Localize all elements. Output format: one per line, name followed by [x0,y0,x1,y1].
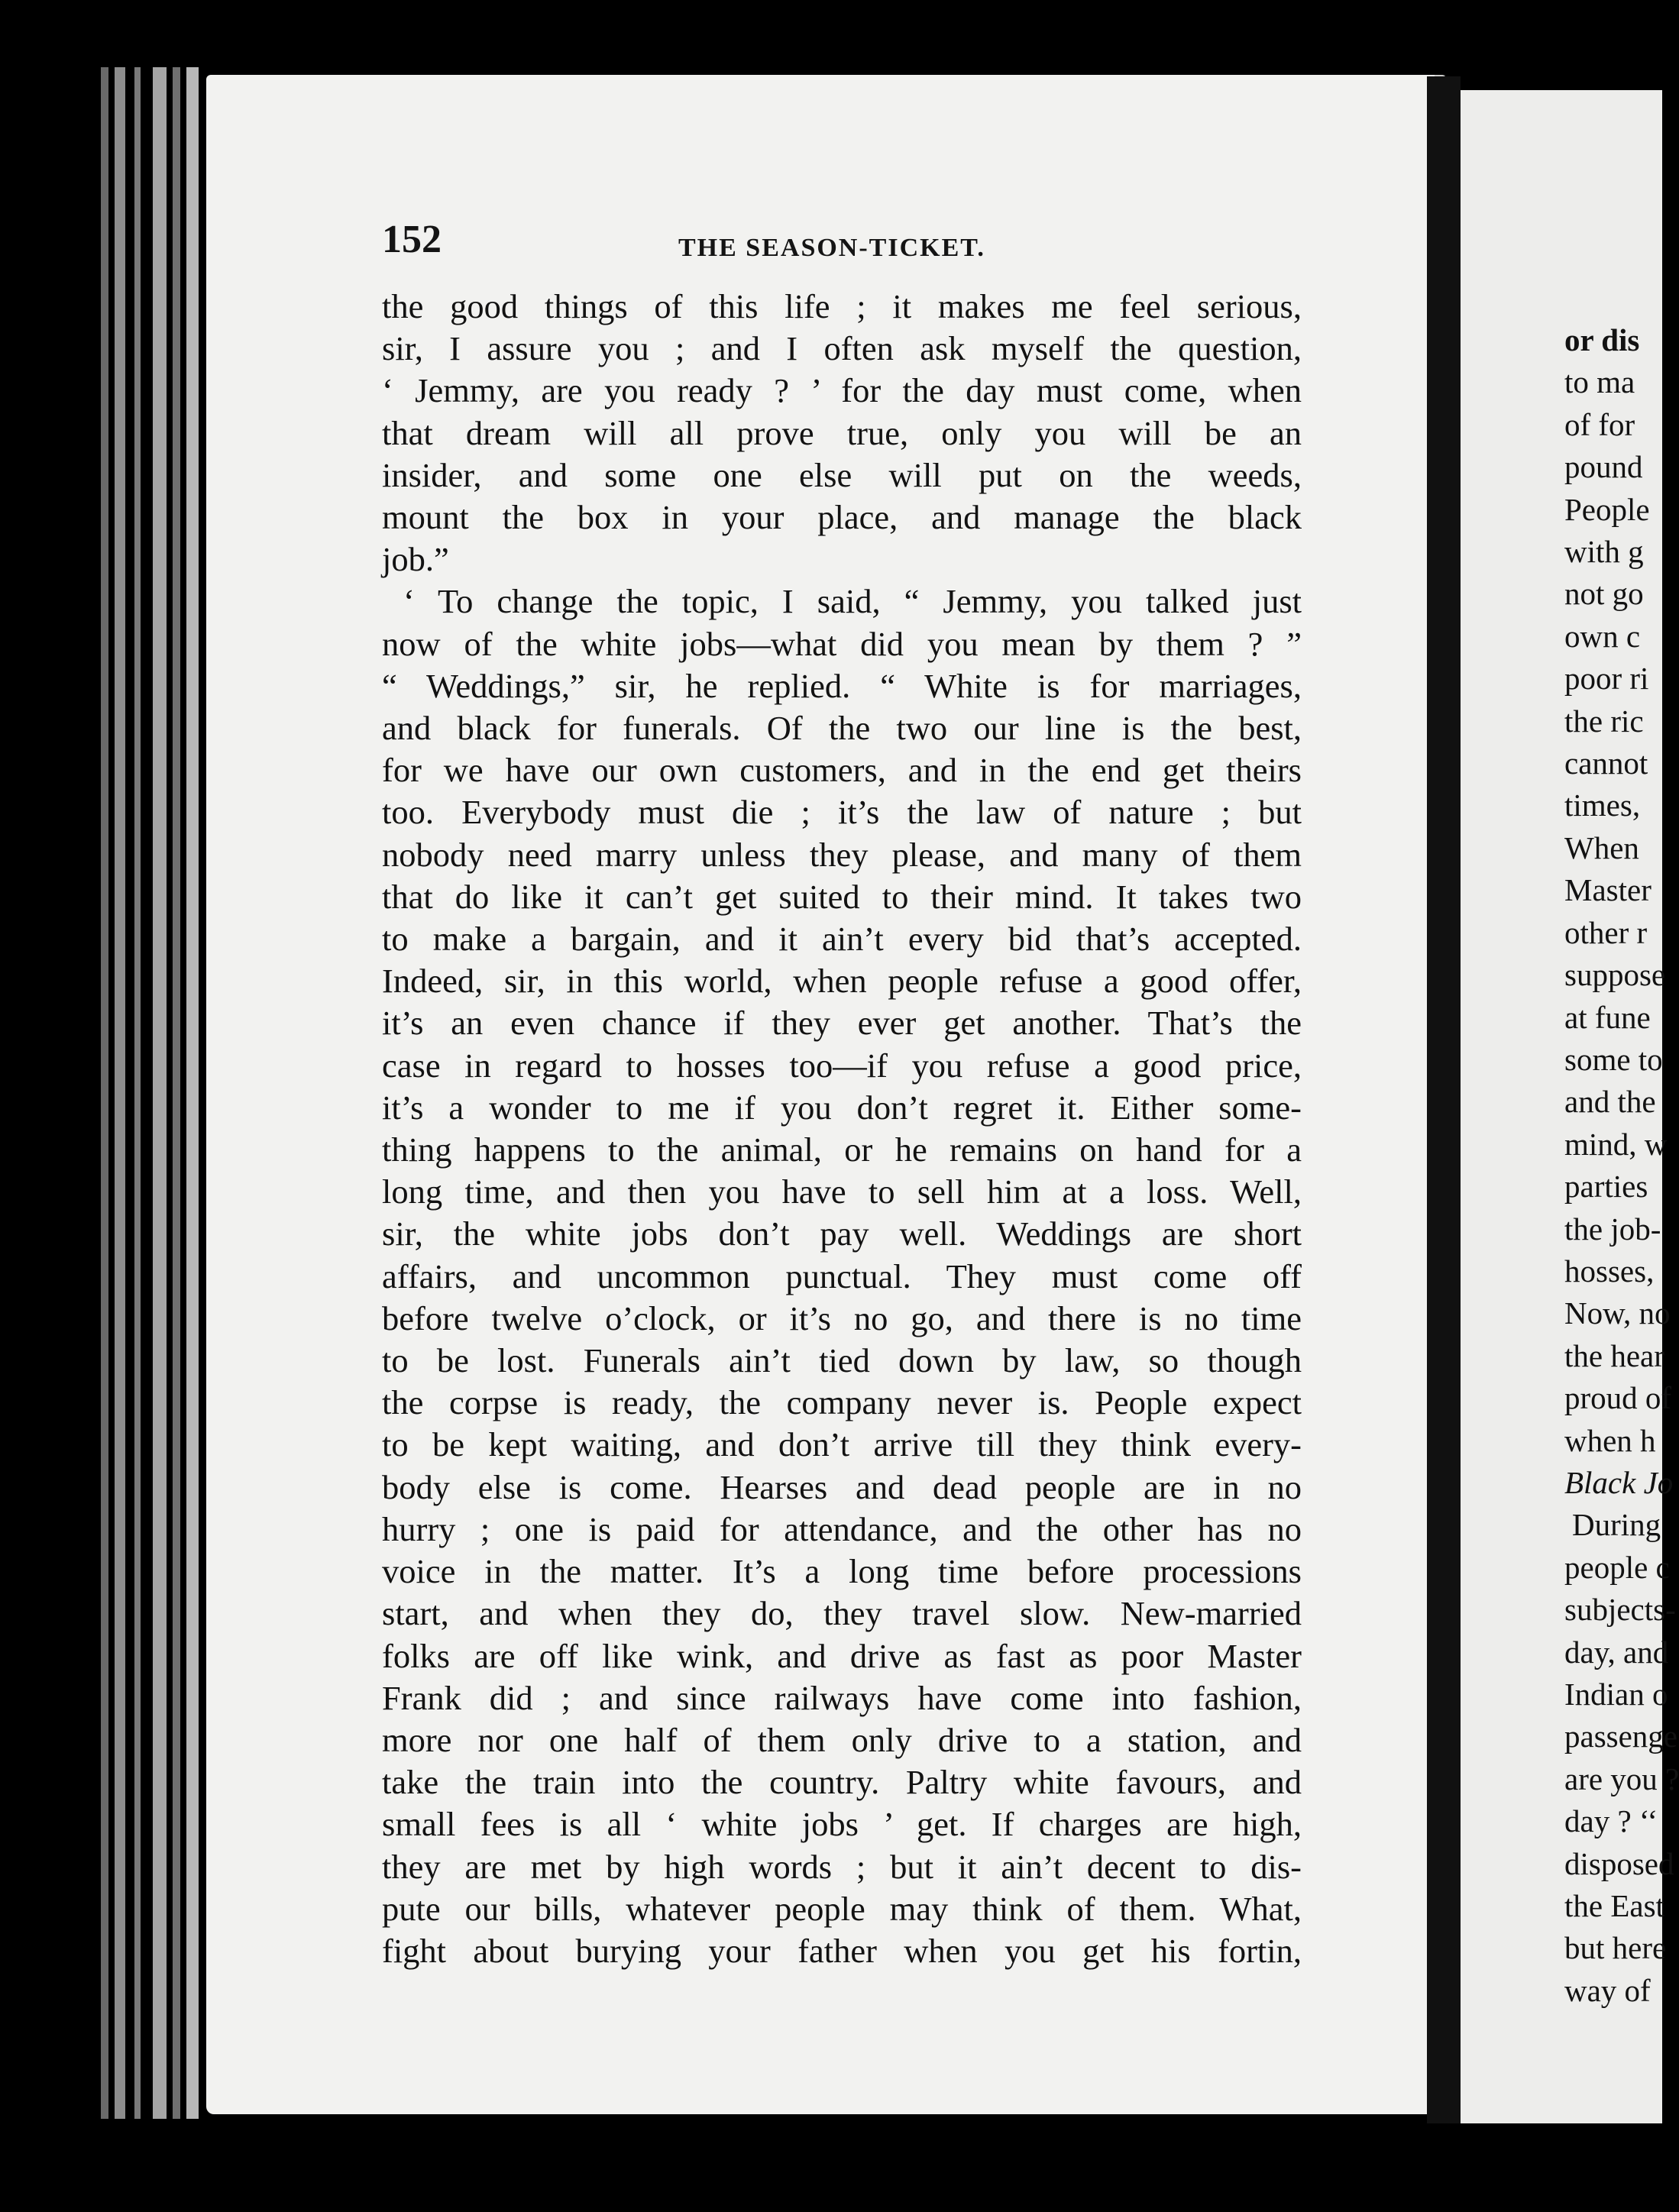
page-edge [173,67,180,2119]
text-line: pound [1564,449,1643,485]
text-line: mount the box in your place, and manage the black [382,498,1302,537]
text-line: ‘ Jemmy, are you ready ? ’ for the day must come, when [382,371,1302,410]
text-line: the good things of this life ; it makes me feel serious, [382,287,1302,325]
text-line: insider, and some one else will put on the weeds, [382,455,1302,494]
text-line: disposed [1564,1845,1674,1881]
text-line: case in regard to hosses too—if you refuse a good price, [382,1046,1302,1085]
text-line: subjects- [1564,1592,1676,1628]
text-line: Now, no [1564,1295,1671,1331]
page-edge [115,67,125,2119]
text-line: hosses, [1564,1253,1655,1289]
text-line: ‘ To change the topic, I said, “ Jemmy, you talked just [403,582,1302,621]
text-line: to be kept waiting, and don’t arrive till they think every- [382,1425,1302,1464]
text-line: nobody need marry unless they please, and many of them [382,835,1302,874]
text-line: hurry ; one is paid for attendance, and the other has no [382,1509,1302,1548]
text-line: Indian o [1564,1677,1668,1712]
text-line: at fune [1564,999,1651,1035]
page-edge [134,67,141,2119]
text-line: the job- [1564,1211,1661,1247]
text-line: parties [1564,1169,1648,1205]
text-line: for we have our own customers, and in the end get theirs [382,751,1302,790]
text-line: and black for funerals. Of the two our line is the best, [382,709,1302,748]
text-line: suppose [1564,957,1666,993]
text-line: passenge [1564,1719,1678,1754]
text-line: the East [1564,1888,1664,1924]
page-edge [101,67,108,2119]
text-line: thing happens to the animal, or he remains on hand for a [382,1130,1302,1169]
text-line: when h [1564,1422,1656,1458]
text-line: with g [1564,534,1644,570]
right-page-body-text [1564,319,1679,2012]
text-line: pute our bills, whatever people may think of them. What, [382,1889,1302,1928]
text-line: Indeed, sir, in this world, when people refuse a good offer, [382,962,1302,1001]
text-line: of for [1564,406,1635,442]
text-line: to ma [1564,364,1635,400]
text-line: they are met by high words ; but it ain’t decent to dis- [382,1847,1302,1886]
scan-border [0,2123,1662,2212]
page-edge [186,67,199,2119]
text-line: poor ri [1564,661,1649,697]
text-line: Master [1564,872,1652,908]
text-line: job.” [382,540,449,579]
book-gutter [1427,76,1461,2139]
text-line: During [1572,1507,1661,1543]
text-line: people c [1564,1549,1670,1585]
running-title: THE SEASON-TICKET. [678,234,985,262]
text-line: more nor one half of them only drive to a station, and [382,1720,1302,1759]
text-line: that dream will all prove true, only you will be an [382,413,1302,452]
text-line: the corpse is ready, the company never is. People expect [382,1383,1302,1422]
text-line: day ? ‘‘ [1564,1803,1658,1839]
left-page-body-text [382,286,1302,1972]
text-line: now of the white jobs—what did you mean by them ? ” [382,624,1302,663]
text-line: are you ? [1564,1761,1679,1796]
text-line: that do like it can’t get suited to their mind. It takes two [382,877,1302,916]
text-line: to make a bargain, and it ain’t every bid that’s accepted. [382,920,1302,959]
text-line: times, [1564,787,1641,823]
text-line: own c [1564,618,1641,654]
text-line: it’s a wonder to me if you don’t regret it. Either some- [382,1088,1302,1127]
text-line: take the train into the country. Paltry white favours, and [382,1763,1302,1802]
text-line: “ Weddings,” sir, he replied. “ White is for marriages, [382,666,1302,705]
text-line: fight about burying your father when you get his fortin, [382,1931,1302,1970]
text-line: long time, and then you have to sell him at a loss. Well, [382,1172,1302,1211]
text-line: Frank did ; and since railways have come into fashion, [382,1678,1302,1717]
page-edge [153,67,167,2119]
text-line: it’s an even chance if they ever get another. That’s the [382,1004,1302,1043]
text-line: body else is come. Hearses and dead people are in no [382,1467,1302,1506]
text-line: small fees is all ‘ white jobs ’ get. If charges are high, [382,1805,1302,1844]
text-line: not go [1564,576,1644,612]
text-line: cannot [1564,745,1648,781]
text-line: mind, w [1564,1126,1668,1162]
text-line: day, and [1564,1634,1669,1670]
text-line: Black Jo [1564,1464,1674,1500]
text-line: start, and when they do, they travel slow. New-married [382,1594,1302,1633]
text-line: or dis [1564,322,1640,357]
text-line: sir, I assure you ; and I often ask myself the question, [382,329,1302,368]
text-line: affairs, and uncommon punctual. They must come off [382,1256,1302,1295]
page-number: 152 [382,218,442,261]
text-line: folks are off like wink, and drive as fast as poor Master [382,1636,1302,1675]
text-line: before twelve o’clock, or it’s no go, and there is no time [382,1298,1302,1337]
text-line: and the [1564,1084,1656,1120]
text-line: sir, the white jobs don’t pay well. Weddings are short [382,1214,1302,1253]
text-line: voice in the matter. It’s a long time before processions [382,1552,1302,1591]
text-line: proud of [1564,1380,1672,1416]
text-line: the ric [1564,703,1644,739]
text-line: the hear [1564,1337,1664,1373]
text-line: other r [1564,914,1648,950]
text-line: way of [1564,1972,1651,2008]
text-line: When [1564,830,1639,865]
text-line: too. Everybody must die ; it’s the law of nature ; but [382,793,1302,832]
text-line: to be lost. Funerals ain’t tied down by law, so though [382,1341,1302,1380]
text-line: some to [1564,1041,1663,1077]
text-line: but here [1564,1930,1667,1966]
text-line: People [1564,491,1650,527]
